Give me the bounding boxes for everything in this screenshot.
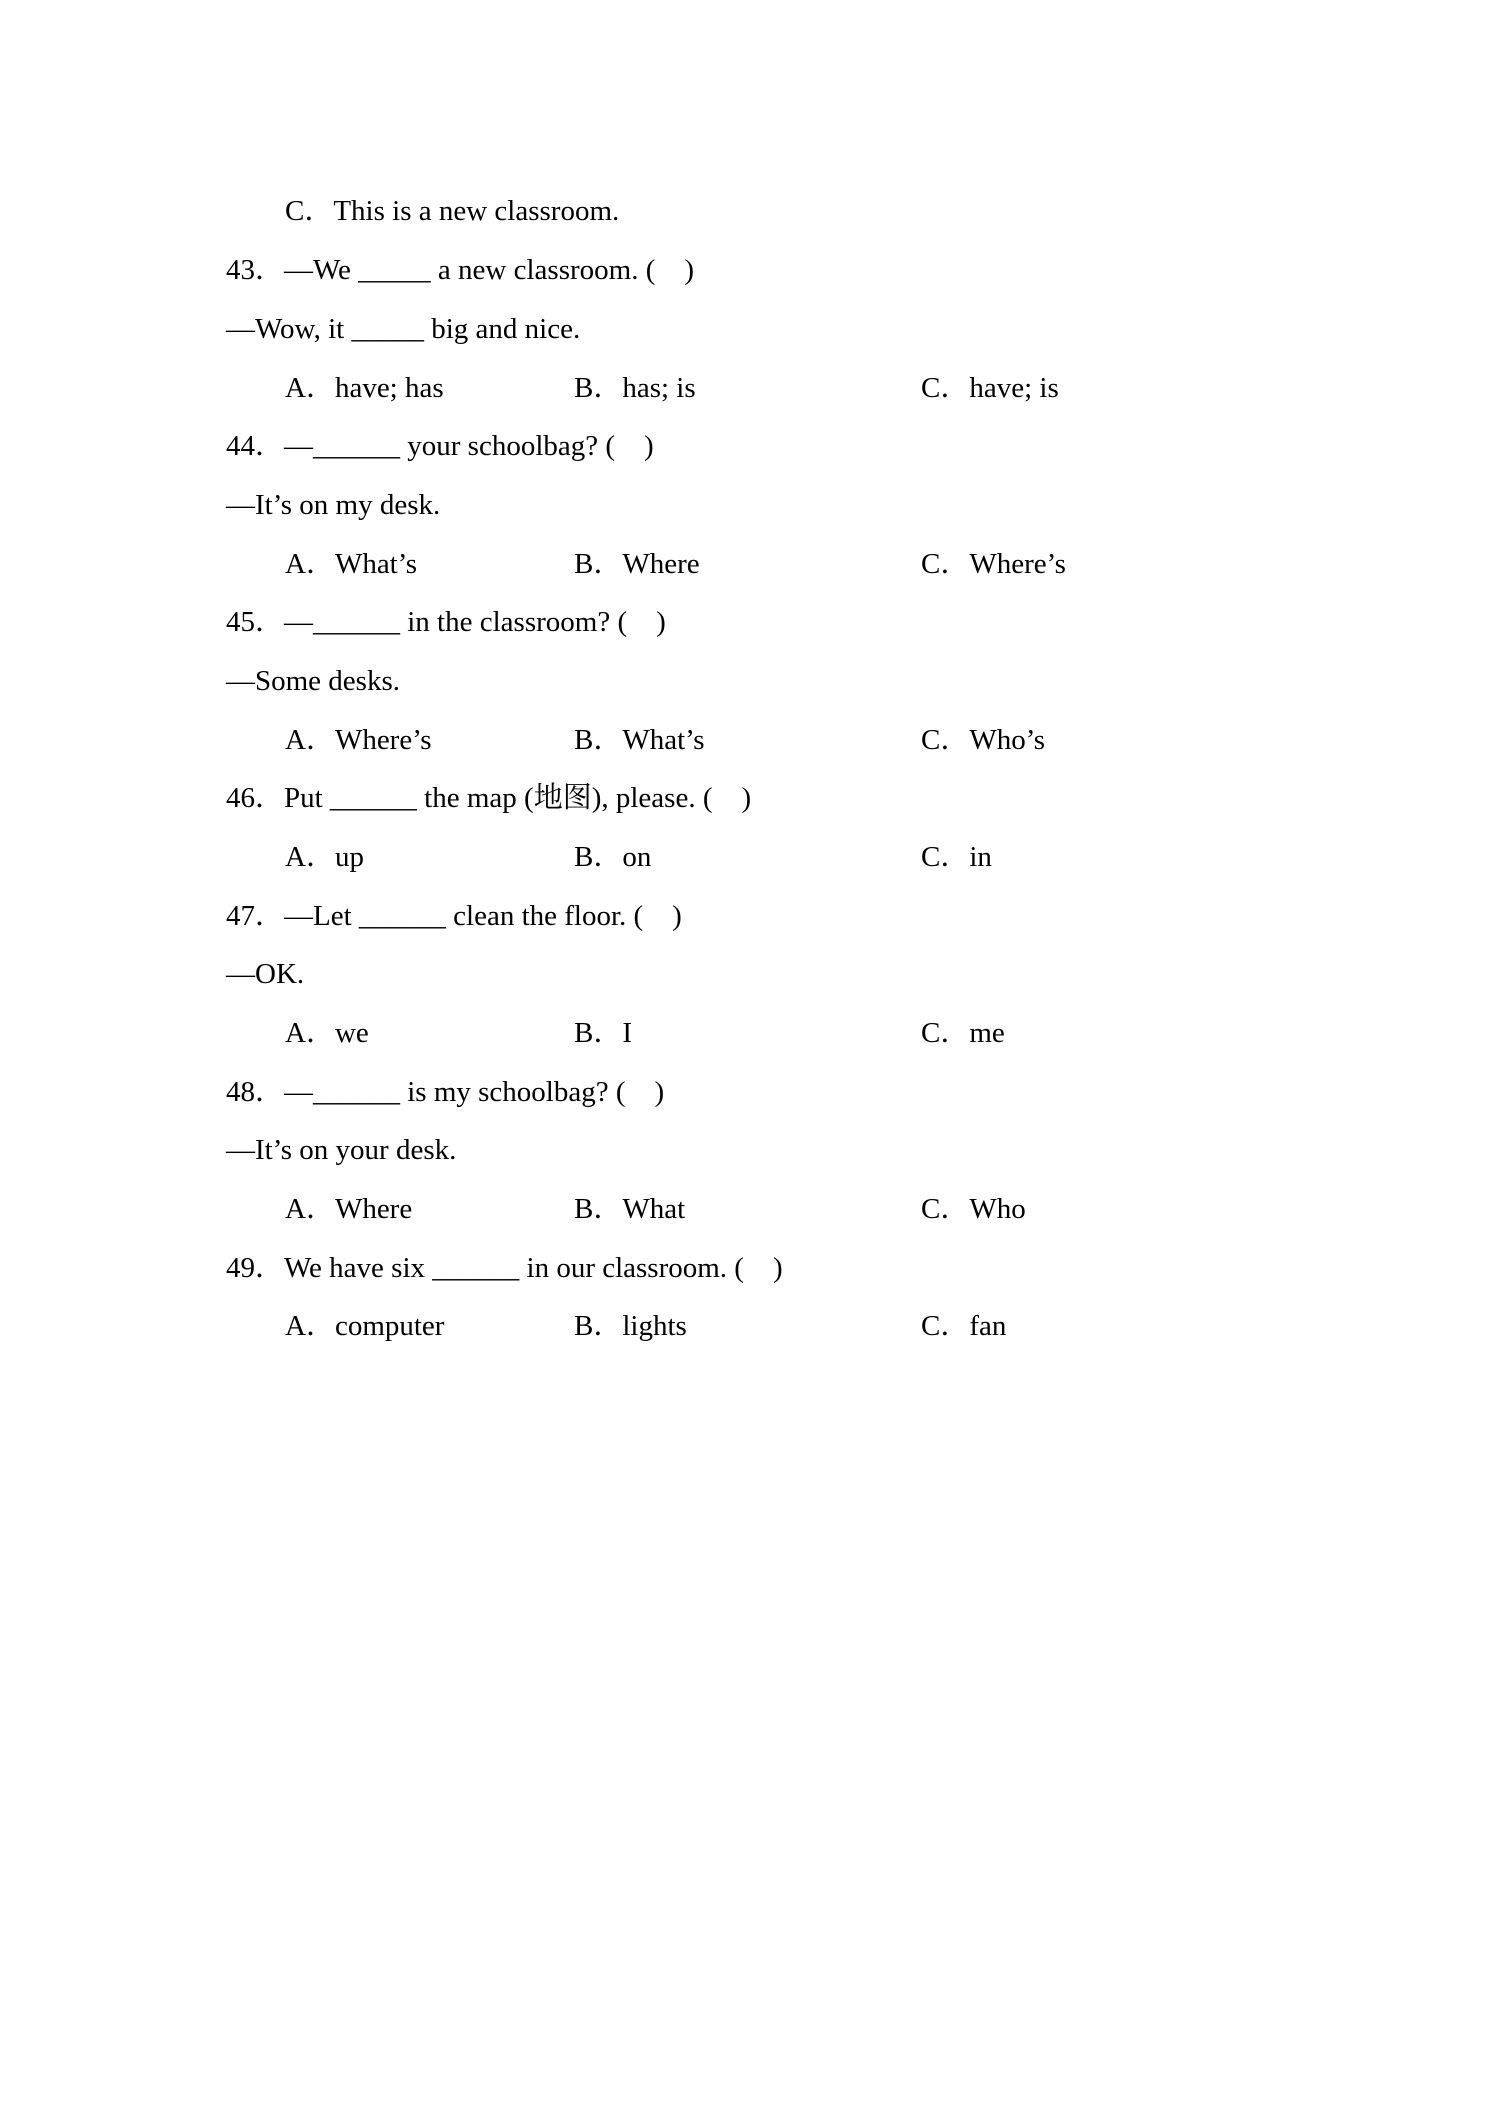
- option-a: A．up: [285, 841, 364, 873]
- question-47-reply: —OK.: [226, 958, 305, 990]
- carryover-option-c: C．This is a new classroom.: [285, 195, 620, 227]
- option-b: B．I: [574, 1017, 633, 1049]
- question-49-stem: 49．We have six ______ in our classroom. ( ): [226, 1252, 783, 1284]
- question-43-reply: —Wow, it _____ big and nice.: [226, 313, 581, 345]
- question-47-options: [0, 1015, 1488, 1051]
- option-b: B．What: [574, 1193, 686, 1225]
- option-c: C．have; is: [921, 372, 1059, 404]
- question-48-stem: 48．—______ is my schoolbag? ( ): [226, 1076, 665, 1108]
- question-44-options: [0, 546, 1488, 582]
- option-a: A．we: [285, 1017, 369, 1049]
- option-c: C．Who’s: [921, 724, 1046, 756]
- option-b: B．lights: [574, 1310, 687, 1342]
- option-c: C．Who: [921, 1193, 1026, 1225]
- question-46-stem: 46．Put ______ the map (地图), please. ( ): [226, 782, 752, 814]
- question-47-stem: 47．—Let ______ clean the floor. ( ): [226, 900, 682, 932]
- option-b: B．on: [574, 841, 652, 873]
- question-45-reply: —Some desks.: [226, 665, 400, 697]
- option-a: A．Where: [285, 1193, 413, 1225]
- question-45-options: [0, 722, 1488, 758]
- option-a: A．computer: [285, 1310, 445, 1342]
- question-44-reply: —It’s on my desk.: [226, 489, 441, 521]
- question-44-stem: 44．—______ your schoolbag? ( ): [226, 430, 654, 462]
- option-b: B．has; is: [574, 372, 696, 404]
- question-43-options: [0, 370, 1488, 406]
- question-43-stem: 43．—We _____ a new classroom. ( ): [226, 254, 695, 286]
- option-c: C．fan: [921, 1310, 1007, 1342]
- option-a: A．Where’s: [285, 724, 432, 756]
- question-46-options: [0, 839, 1488, 875]
- question-48-reply: —It’s on your desk.: [226, 1134, 457, 1166]
- question-48-options: [0, 1191, 1488, 1227]
- option-a: A．have; has: [285, 372, 444, 404]
- question-45-stem: 45．—______ in the classroom? ( ): [226, 606, 666, 638]
- option-b: B．Where: [574, 548, 700, 580]
- question-49-options: [0, 1308, 1488, 1344]
- option-c: C．Where’s: [921, 548, 1066, 580]
- option-a: A．What’s: [285, 548, 418, 580]
- option-c: C．me: [921, 1017, 1005, 1049]
- option-c: C．in: [921, 841, 992, 873]
- option-b: B．What’s: [574, 724, 705, 756]
